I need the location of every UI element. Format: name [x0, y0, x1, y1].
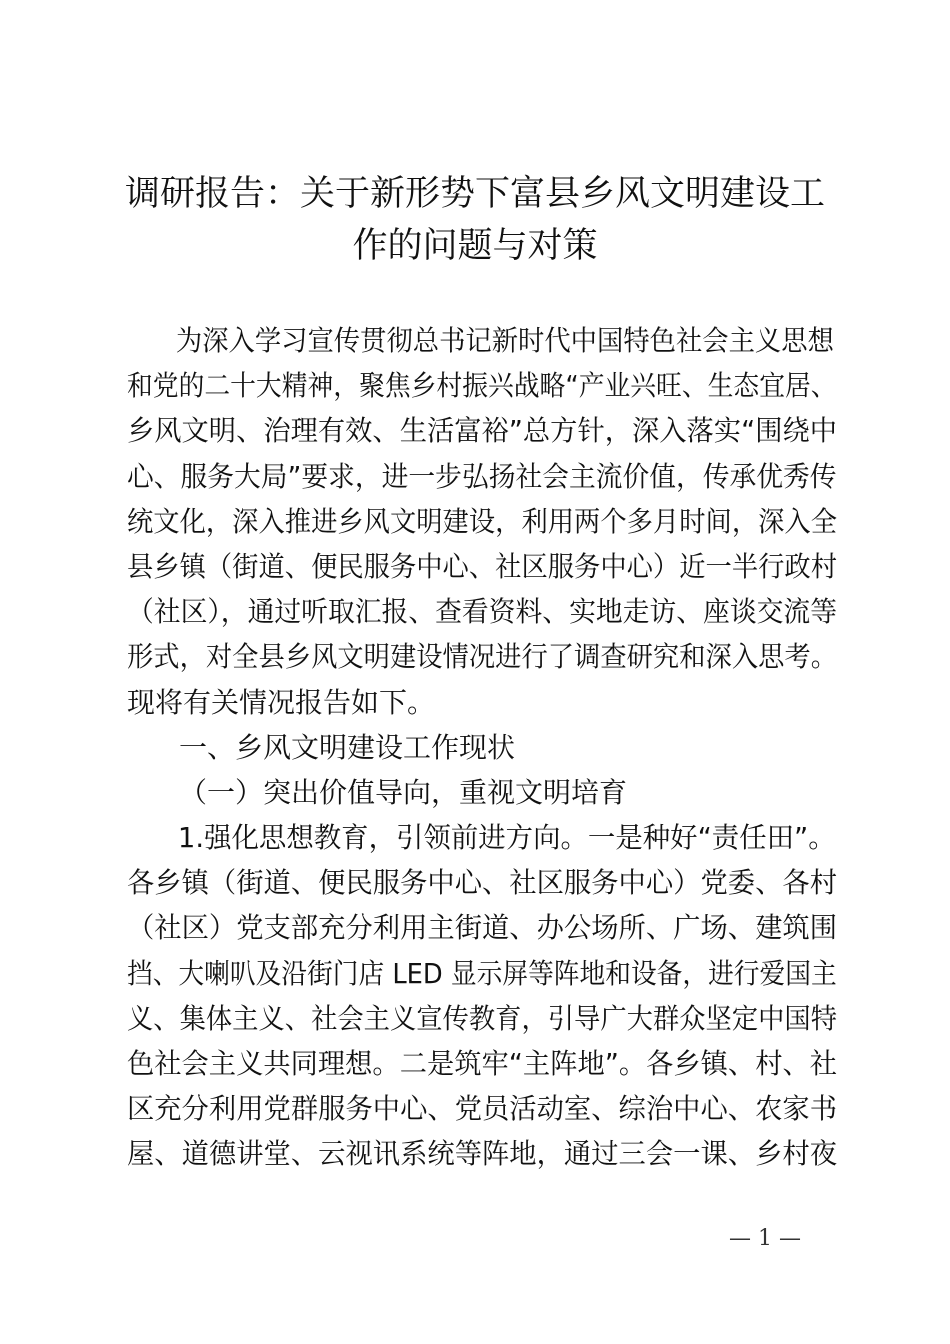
document-title — [100, 168, 850, 272]
paragraph-intro-line: （社区），通过听取汇报、查看资料、实地走访、座谈交流等 — [127, 595, 838, 629]
paragraph-intro-line: 形式，对全县乡风文明建设情况进行了调查研究和深入思考。 — [127, 640, 838, 674]
paragraph-intro-line: 县乡镇（街道、便民服务中心、社区服务中心）近一半行政村 — [127, 549, 838, 583]
title-line-1: 调研报告：关于新形势下富县乡风文明建设工 — [124, 174, 825, 214]
paragraph-intro-line: 和党的二十大精神，聚焦乡村振兴战略“产业兴旺、生态宜居、 — [127, 369, 837, 403]
paragraph-point-1-line: （社区）党支部充分利用主街道、办公场所、广场、建筑围 — [127, 911, 838, 945]
paragraph-point-1-line: 色社会主义共同理想。二是筑牢“主阵地”。各乡镇、村、社 — [127, 1047, 838, 1080]
paragraph-intro-line: 统文化，深入推进乡风文明建设，利用两个多月时间，深入全 — [127, 504, 838, 538]
page-number: — 1 — — [729, 1226, 801, 1251]
paragraph-point-1-line: 各乡镇（街道、便民服务中心、社区服务中心）党委、各村 — [127, 866, 838, 900]
subsection-heading-1: （一）突出价值导向，重视文明培育 — [179, 775, 628, 809]
title-line-2: 作的问题与对策 — [352, 226, 598, 266]
paragraph-point-1-line: 1.强化思想教育，引领前进方向。一是种好“责任田”。 — [177, 821, 836, 855]
paragraph-point-1-line: 屋、道德讲堂、云视讯系统等阵地，通过三会一课、乡村夜 — [127, 1137, 838, 1171]
paragraph-intro-line: 乡风文明、治理有效、生活富裕”总方针，深入落实“围绕中 — [127, 414, 838, 448]
document-body — [127, 318, 837, 1177]
paragraph-point-1-line: 区充分利用党群服务中心、党员活动室、综治中心、农家书 — [127, 1092, 838, 1126]
paragraph-intro-line: 现将有关情况报告如下。 — [127, 685, 436, 719]
paragraph-point-1-line: 挡、大喇叭及沿街门店 LED 显示屏等阵地和设备，进行爱国主 — [127, 956, 837, 990]
paragraph-intro-line: 心、服务大局”要求，进一步弘扬社会主流价值，传承优秀传 — [127, 459, 837, 493]
paragraph-intro-line: 为深入学习宣传贯彻总书记新时代中国特色社会主义思想 — [175, 324, 834, 357]
paragraph-point-1-line: 义、集体主义、社会主义宣传教育，引导广大群众坚定中国特 — [127, 1001, 838, 1035]
section-heading-1: 一、乡风文明建设工作现状 — [179, 730, 516, 764]
